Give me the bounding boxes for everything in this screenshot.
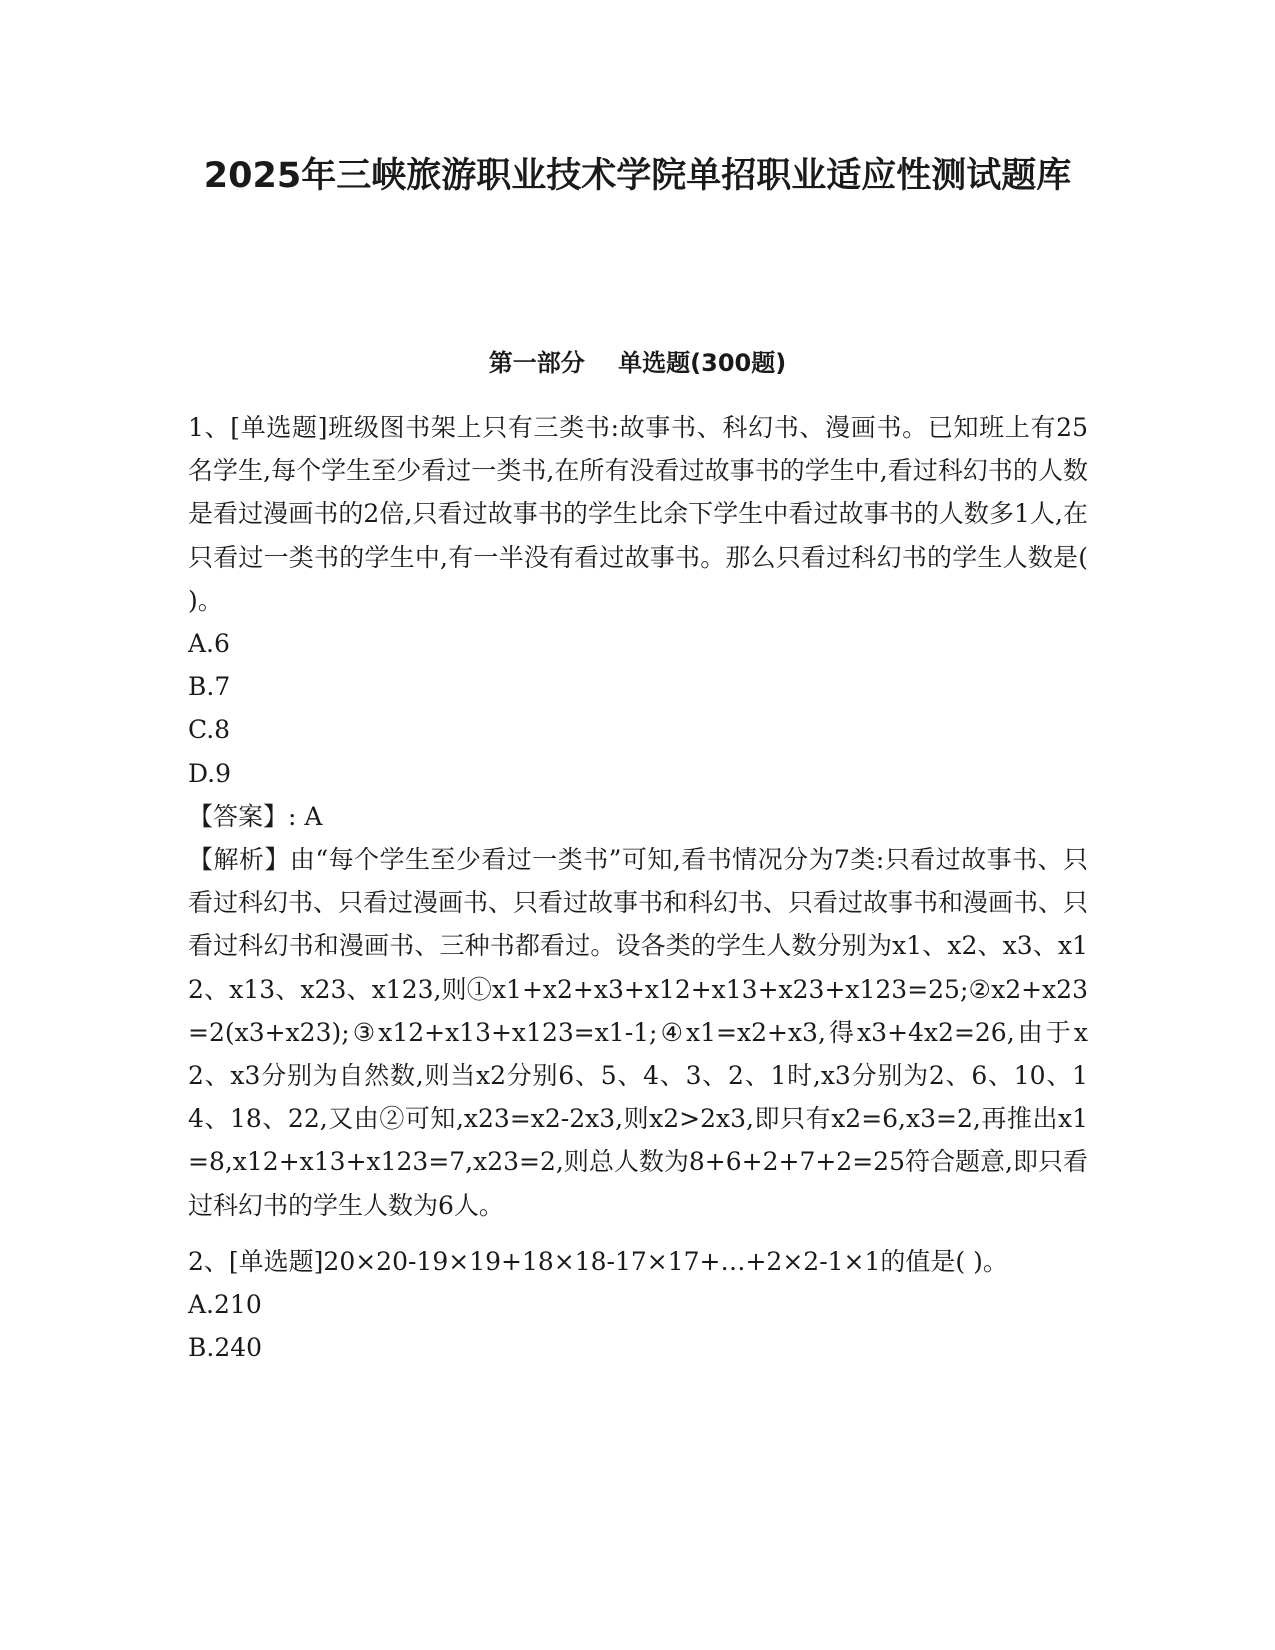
question-1 xyxy=(188,406,1088,1227)
question-spacer xyxy=(188,1227,1088,1240)
analysis-text: 【解析】由“每个学生至少看过一类书”可知,看书情况分为7类:只看过故事书、只看过科幻书、只看过漫画书、只看过故事书和科幻书、只看过故事书和漫画书、只看过科幻书和漫画书、三种书都看过。设各类的学生人数分别为x1、x2、x3、x12、x13、x23、x123,则①x1+x2+x3+x12+x13+x23+x123=25;②x2+x23=2(x3+x23);③x12+x13+x123=x1-1;④x1=x2+x3,得x3+4x2=26,由于x2、x3分别为自然数,则当x2分别6、5、4、3、2、1时,x3分别为2、6、10、14、18、22,又由②可知,x23=x2-2x3,则x2>2x3,即只有x2=6,x3=2,再推出x1=8,x12+x13+x123=7,x23=2,则总人数为8+6+2+7+2=25符合题意,即只看过科幻书的学生人数为6人。 xyxy=(188,845,1089,1220)
option-d: D.9 xyxy=(188,758,232,788)
option-c: C.8 xyxy=(188,715,231,745)
question-2 xyxy=(188,1240,1088,1370)
option-b: B.240 xyxy=(188,1333,263,1363)
option-a: A.210 xyxy=(188,1290,262,1320)
answer-line: 【答案】: A xyxy=(188,801,323,831)
section-title: 第一部分 单选题(300题) xyxy=(488,349,787,377)
question-list xyxy=(188,406,1088,1369)
option-a: A.6 xyxy=(188,629,230,659)
option-b: B.7 xyxy=(188,672,231,702)
question-stem: 2、[单选题]20×20-19×19+18×18-17×17+…+2×2-1×1的值是( )。 xyxy=(188,1246,1008,1276)
question-stem: 1、[单选题]班级图书架上只有三类书:故事书、科幻书、漫画书。已知班上有25名学生,每个学生至少看过一类书,在所有没看过故事书的学生中,看过科幻书的人数是看过漫画书的2倍,只看过故事书的学生比余下学生中看过故事书的人数多1人,在只看过一类书的学生中,有一半没有看过故事书。那么只看过科幻书的学生人数是( )。 xyxy=(188,413,1088,615)
document-title: 2025年三峡旅游职业技术学院单招职业适应性测试题库 xyxy=(203,156,1072,196)
